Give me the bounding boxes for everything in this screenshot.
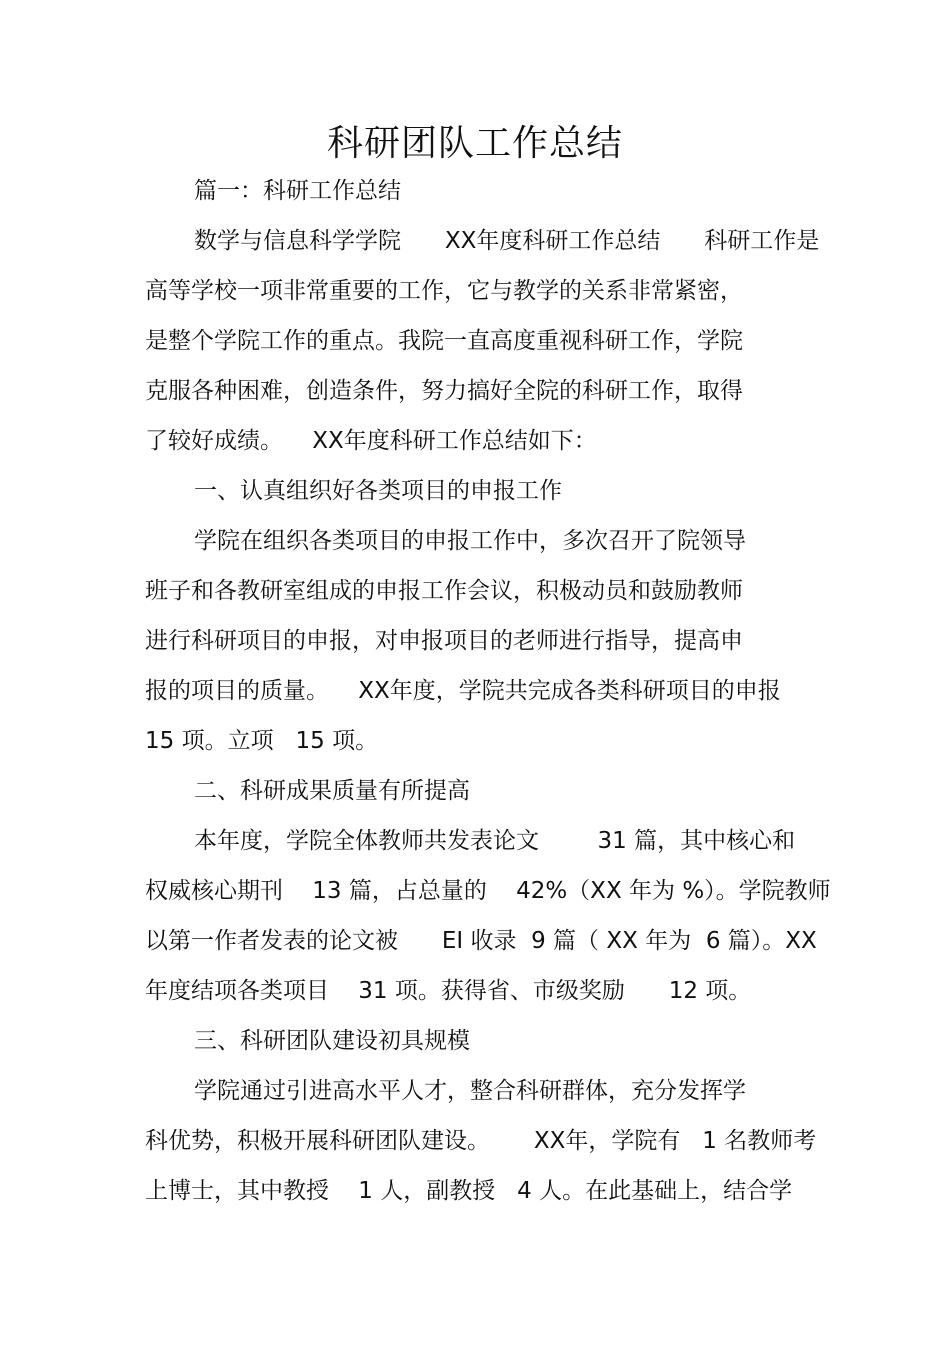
paragraph-line: 上博士，其中教授 1 人，副教授 4 人。在此基础上，结合学 — [145, 1178, 793, 1204]
paragraph-line: 科优势，积极开展科研团队建设。 XX年，学院有 1 名教师考 — [145, 1128, 817, 1154]
paragraph-line: 进行科研项目的申报，对申报项目的老师进行指导，提高申 — [145, 628, 743, 654]
paragraph-line: 克服各种困难，创造条件，努力搞好全院的科研工作，取得 — [145, 378, 743, 404]
paragraph-line: 以第一作者发表的论文被 EI 收录 9 篇（ XX 年为 6 篇）。XX — [145, 928, 817, 954]
paragraph-line: 高等学校一项非常重要的工作，它与教学的关系非常紧密， — [145, 278, 743, 304]
paragraph-line: 权威核心期刊 13 篇，占总量的 42%（XX 年为 %）。学院教师 — [145, 878, 831, 904]
paragraph-line: 报的项目的质量。 XX年度，学院共完成各类科研项目的申报 — [145, 678, 781, 704]
paragraph-line: 了较好成绩。 XX年度科研工作总结如下： — [145, 428, 597, 454]
section-heading: 二、科研成果质量有所提高 — [194, 778, 470, 804]
paragraph-line: 是整个学院工作的重点。我院一直高度重视科研工作，学院 — [145, 328, 743, 354]
section-heading: 一、认真组织好各类项目的申报工作 — [194, 478, 562, 504]
section-heading: 三、科研团队建设初具规模 — [194, 1028, 470, 1054]
section-heading: 篇一：科研工作总结 — [194, 178, 401, 204]
paragraph-line: 数学与信息科学学院 XX年度科研工作总结 科研工作是 — [194, 228, 820, 254]
paragraph-line: 年度结项各类项目 31 项。获得省、市级奖励 12 项。 — [145, 978, 752, 1004]
paragraph-line: 15 项。立项 15 项。 — [145, 728, 379, 754]
paragraph-line: 学院通过引进高水平人才，整合科研群体，充分发挥学 — [194, 1078, 746, 1104]
paragraph-line: 学院在组织各类项目的申报工作中，多次召开了院领导 — [194, 528, 746, 554]
paragraph-line: 本年度，学院全体教师共发表论文 31 篇，其中核心和 — [194, 828, 796, 854]
paragraph-line: 班子和各教研室组成的申报工作会议，积极动员和鼓励教师 — [145, 578, 743, 604]
document-title: 科研团队工作总结 — [326, 123, 623, 164]
